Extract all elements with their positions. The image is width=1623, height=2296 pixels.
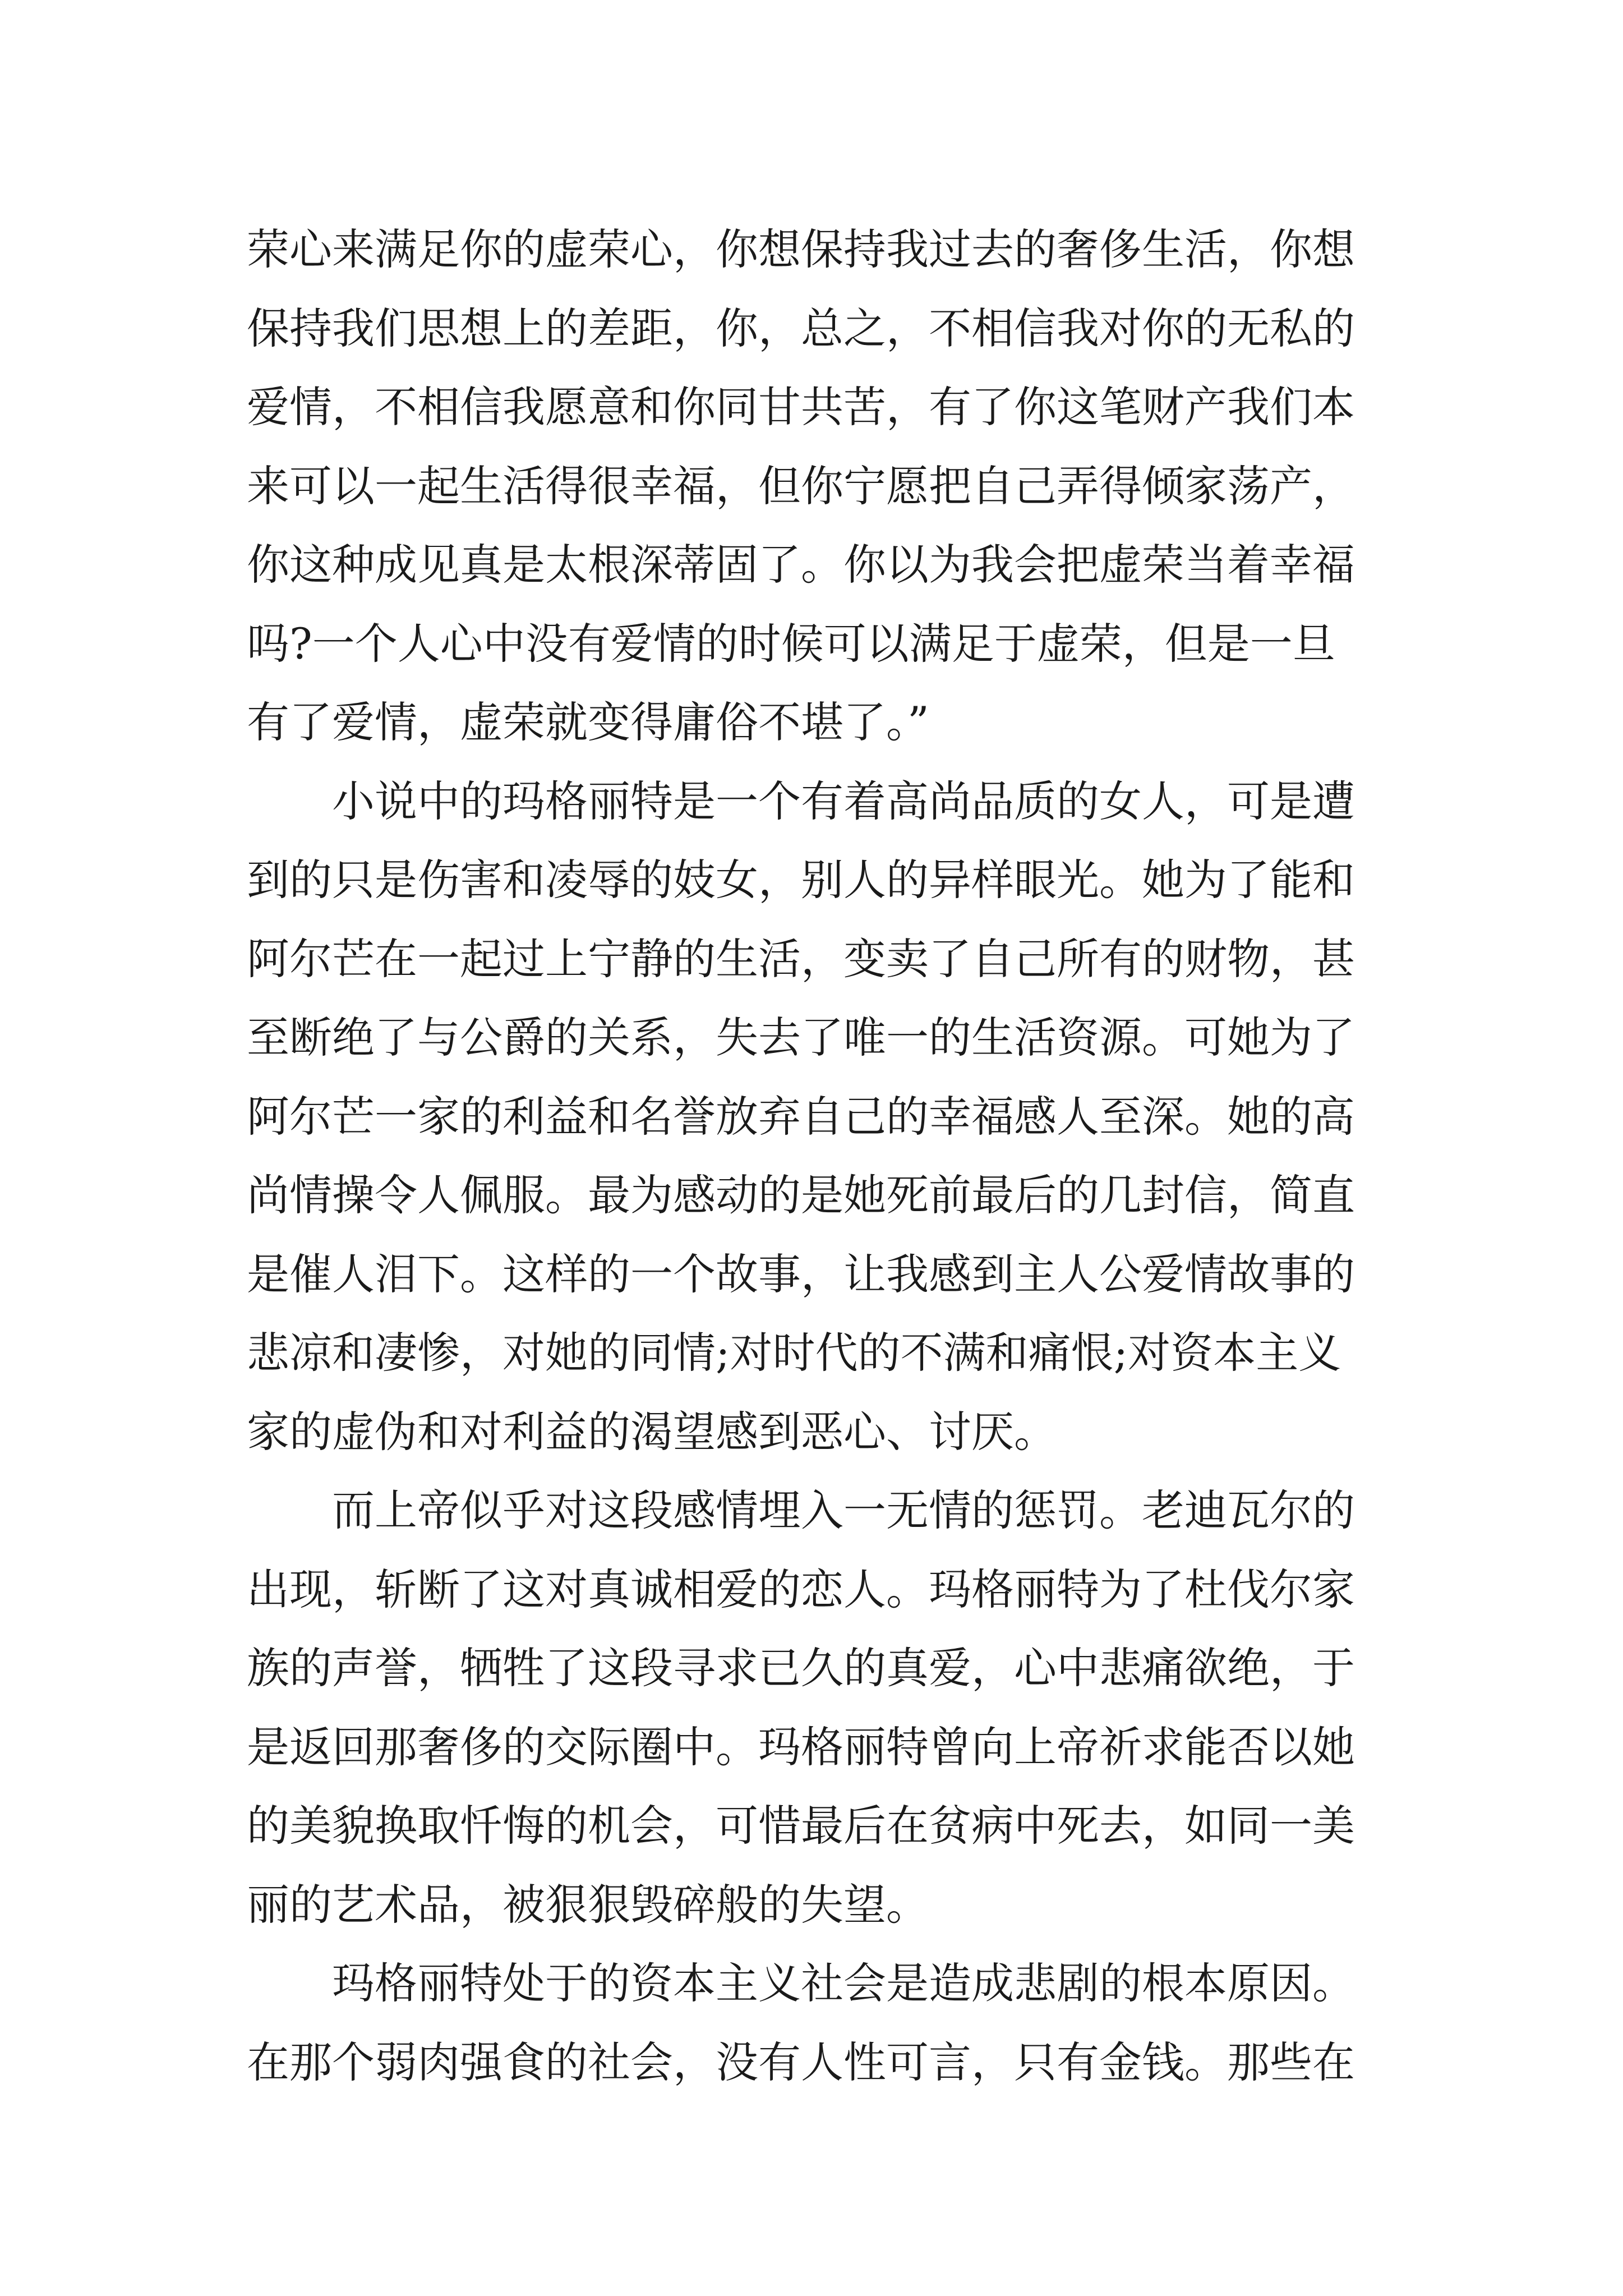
paragraph-1 [247, 210, 1391, 762]
text-line: 爱情，不相信我愿意和你同甘共苦，有了你这笔财产我们本 [247, 382, 1355, 432]
body-text [247, 210, 1391, 2102]
text-line: 来可以一起生活得很幸福，但你宁愿把自己弄得倾家荡产， [247, 461, 1355, 511]
text-line: 你这种成见真是太根深蒂固了。你以为我会把虚荣当着幸福 [247, 540, 1355, 590]
text-line: 是催人泪下。这样的一个故事，让我感到主人公爱情故事的 [247, 1249, 1355, 1299]
text-line: 的美貌换取忏悔的机会，可惜最后在贫病中死去，如同一美 [247, 1801, 1355, 1851]
text-line: 吗?一个人心中没有爱情的时候可以满足于虚荣，但是一旦 [247, 618, 1335, 669]
text-line: 有了爱情，虚荣就变得庸俗不堪了。” [247, 697, 929, 747]
text-line: 至断绝了与公爵的关系，失去了唯一的生活资源。可她为了 [247, 1013, 1355, 1062]
text-line: 到的只是伤害和凌辱的妓女，别人的异样眼光。她为了能和 [247, 855, 1355, 905]
text-line: 保持我们思想上的差距，你，总之，不相信我对你的无私的 [247, 303, 1355, 353]
text-line: 荣心来满足你的虚荣心，你想保持我过去的奢侈生活，你想 [247, 224, 1355, 274]
paragraph-2 [247, 762, 1391, 1472]
text-line: 阿尔芒一家的利益和名誉放弃自己的幸福感人至深。她的高 [247, 1091, 1355, 1142]
text-line: 小说中的玛格丽特是一个有着高尚品质的女人，可是遭 [247, 776, 1355, 826]
text-line: 出现，斩断了这对真诚相爱的恋人。玛格丽特为了杜伐尔家 [247, 1564, 1355, 1614]
paragraph-4 [247, 1944, 1391, 2102]
text-line: 而上帝似乎对这段感情埋入一无情的惩罚。老迪瓦尔的 [247, 1485, 1355, 1535]
text-line: 尚情操令人佩服。最为感动的是她死前最后的几封信，简直 [247, 1170, 1355, 1220]
text-line: 玛格丽特处于的资本主义社会是造成悲剧的根本原因。 [247, 1958, 1355, 2008]
text-line: 族的声誉，牺牲了这段寻求已久的真爱，心中悲痛欲绝，于 [247, 1643, 1355, 1693]
text-line: 丽的艺术品，被狠狠毁碎般的失望。 [247, 1879, 929, 1930]
text-line: 阿尔芒在一起过上宁静的生活，变卖了自己所有的财物，甚 [247, 933, 1355, 984]
text-line: 悲凉和凄惨，对她的同情;对时代的不满和痛恨;对资本主义 [247, 1328, 1341, 1378]
text-line: 家的虚伪和对利益的渴望感到恶心、讨厌。 [247, 1406, 1057, 1457]
text-line: 是返回那奢侈的交际圈中。玛格丽特曾向上帝祈求能否以她 [247, 1722, 1355, 1772]
paragraph-3 [247, 1471, 1391, 1944]
text-line: 在那个弱肉强食的社会，没有人性可言，只有金钱。那些在 [247, 2037, 1355, 2087]
